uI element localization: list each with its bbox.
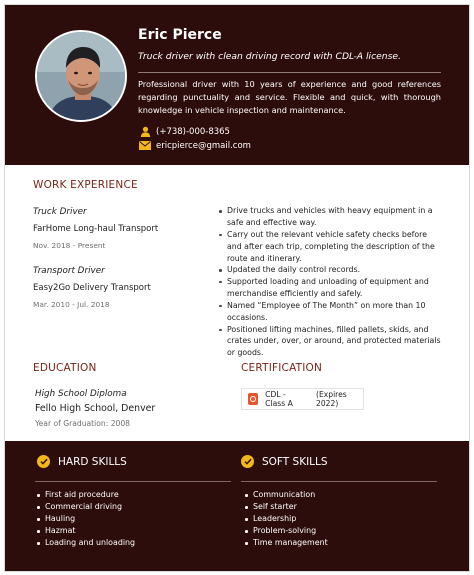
hard-skills-header [37, 455, 127, 468]
email-icon [138, 141, 152, 150]
job-company: FarHome Long-haul Transport [33, 224, 159, 234]
checkmark-icon [37, 455, 50, 468]
resume-page [4, 4, 470, 572]
professional-summary: Professional driver with 10 years of experience and good references regarding punctuality and service. Flexible and quick, with thorough knowledge in vehicle inspection and maintenance. [138, 79, 441, 115]
email-address[interactable]: ericpierce@gmail.com [156, 140, 251, 151]
list-item: Supported loading and unloading of equipment and merchandise efficiently and safely. [217, 276, 443, 300]
job-responsibilities [217, 205, 443, 265]
phone-number[interactable]: (+738)-000-8365 [156, 126, 230, 137]
resume-header [5, 5, 470, 165]
certificate-icon [248, 393, 258, 405]
soft-skills-heading: SOFT SKILLS [262, 455, 328, 468]
profile-photo [35, 30, 127, 122]
checkmark-icon [241, 455, 254, 468]
certification-heading: CERTIFICATION [241, 362, 323, 374]
candidate-tagline: Truck driver with clean driving record with CDL-A license. [138, 51, 401, 62]
certification-expiry: (Expires 2022) [316, 390, 347, 408]
list-item: Problem-solving [243, 525, 328, 537]
hard-skills-list [35, 489, 135, 549]
hard-skills-heading: HARD SKILLS [58, 455, 127, 468]
list-item: Hauling [35, 513, 135, 525]
candidate-name: Eric Pierce [138, 27, 222, 43]
list-item: Communication [243, 489, 328, 501]
soft-skills-header [241, 455, 328, 468]
hard-skills-divider [35, 481, 231, 482]
skills-band [5, 441, 470, 572]
job-responsibilities [217, 264, 443, 359]
soft-skills-divider [241, 481, 437, 482]
list-item: Named “Employee of The Month” on more than 10 occasions. [217, 300, 443, 324]
job-dates: Mar. 2010 - Jul. 2018 [33, 300, 110, 309]
school-name: Fello High School, Denver [35, 403, 156, 414]
email-contact [138, 139, 251, 152]
phone-contact [138, 125, 230, 138]
degree: High School Diploma [35, 389, 127, 399]
graduation-year: Year of Graduation: 2008 [35, 419, 131, 428]
list-item: Updated the daily control records. [217, 264, 443, 276]
list-item: Positioned lifting machines, filled pallets, skids, and crates under, over, or around, and protected materials or goods. [217, 324, 443, 360]
list-item: First aid procedure [35, 489, 135, 501]
job-title: Truck Driver [33, 207, 87, 217]
header-divider [138, 72, 441, 73]
list-item: Drive trucks and vehicles with heavy equipment in a safe and effective way. [217, 205, 443, 229]
list-item: Carry out the relevant vehicle safety checks before and after each trip, completing the description of the route and itinerary. [217, 229, 443, 265]
certification-name: CDL - Class A [265, 390, 293, 408]
phone-icon [138, 126, 152, 137]
profile-photo-illustration [37, 32, 127, 122]
soft-skills-list [243, 489, 328, 549]
list-item: Commercial driving [35, 501, 135, 513]
education-heading: EDUCATION [33, 362, 97, 374]
list-item: Time management [243, 537, 328, 549]
job-dates: Nov. 2018 - Present [33, 241, 106, 250]
list-item: Loading and unloading [35, 537, 135, 549]
job-company: Easy2Go Delivery Transport [33, 283, 151, 293]
list-item: Self starter [243, 501, 328, 513]
certification-item [241, 388, 364, 410]
list-item: Hazmat [35, 525, 135, 537]
job-title: Transport Driver [33, 266, 105, 276]
list-item: Leadership [243, 513, 328, 525]
work-experience-heading: WORK EXPERIENCE [33, 179, 138, 191]
